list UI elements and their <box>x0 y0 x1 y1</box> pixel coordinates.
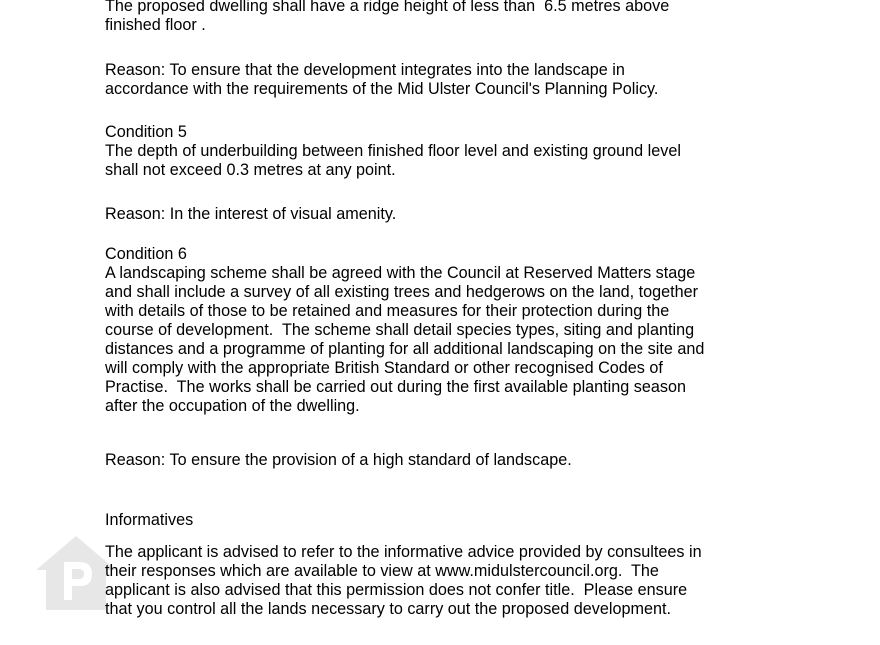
condition-5-reason: Reason: In the interest of visual amenity. <box>105 205 397 223</box>
condition-5-text: The depth of underbuilding between finished floor level and existing ground level shall not exceed 0.3 metres at any point. <box>105 142 681 179</box>
informatives-heading: Informatives <box>105 511 194 529</box>
condition-4-text: The proposed dwelling shall have a ridge height of less than 6.5 metres above finished floor . <box>105 0 670 34</box>
condition-6-text: A landscaping scheme shall be agreed with the Council at Reserved Matters stage and shall include a survey of all existing trees and hedgerows on the land, together with details of those to be retained and measures for their protection during the course of development. The scheme shall detail species types, siting and planting distances and a programme of planting for all additional landscaping on the site and will comply with the appropriate British Standard or other recognised Codes of Practise. The works shall be carried out during the first available planting season after the occupation of the dwelling. <box>105 264 705 415</box>
condition-5-heading: Condition 5 <box>105 123 187 141</box>
informatives-text: The applicant is advised to refer to the informative advice provided by consultees in their responses which are available to view at www.midulstercouncil.org. The applicant is also advised that this permission does not confer title. Please ensure that you control all the lands necessary to carry out the proposed development. <box>105 543 702 618</box>
condition-4-reason: Reason: To ensure that the development integrates into the landscape in accordance with the requirements of the Mid Ulster Council's Planning Policy. <box>105 61 659 98</box>
house-p-watermark-icon <box>34 534 118 612</box>
condition-6-heading: Condition 6 <box>105 245 187 263</box>
condition-6-reason: Reason: To ensure the provision of a high standard of landscape. <box>105 451 572 469</box>
